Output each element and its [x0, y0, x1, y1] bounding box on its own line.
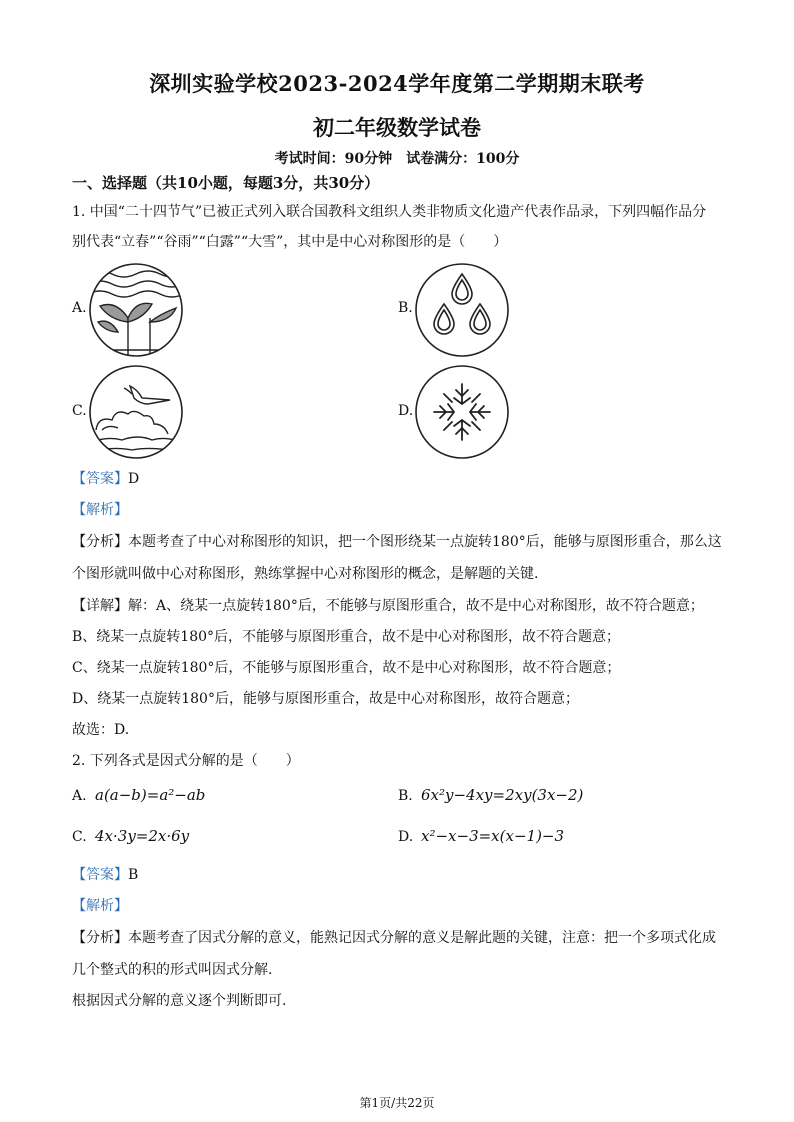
- exam-subtitle: 初二年级数学试卷: [313, 115, 481, 140]
- q2-fenxi-text1: 本题考查了因式分解的意义，能熟记因式分解的意义是解此题的关键，注意：把一个多项式化成: [128, 930, 716, 946]
- q2-answer-value: B: [128, 867, 139, 883]
- q1-fenxi-line1: [72, 527, 727, 557]
- q1-option-b-label: B.: [398, 300, 413, 316]
- q1-fenxi-line2: 个图形就叫做中心对称图形，熟练掌握中心对称图形的概念，是解题的关键.: [72, 566, 539, 582]
- bailu-figure: [88, 364, 184, 460]
- q1-option-c-label: C.: [72, 403, 87, 419]
- q2-option-b-expr: 6x²y−4xy=2xy(3x−2): [421, 786, 584, 804]
- q1-conclusion: 故选：D.: [72, 722, 130, 738]
- q2-stem: 2. 下列各式是因式分解的是（ ）: [72, 753, 300, 769]
- q2-fenxi-line2: 几个整式的积的形式叫因式分解.: [72, 962, 273, 978]
- q2-option-b-label: B.: [398, 788, 413, 804]
- guyu-figure: [414, 262, 510, 358]
- q2-fenxi-tag: 【分析】: [72, 930, 128, 946]
- section-heading: 一、选择题（共10小题，每题3分，共30分）: [72, 174, 380, 192]
- q1-answer: [72, 464, 727, 494]
- q2-option-d-label: D.: [398, 829, 414, 845]
- q1-fenxi-text1: 本题考查了中心对称图形的知识，把一个图形绕某一点旋转180°后，能够与原图形重合，那么这: [128, 534, 722, 550]
- exam-time: 考试时间：90分钟: [274, 151, 393, 167]
- q1-answer-tag: 【答案】: [72, 471, 128, 487]
- q2-option-a-label: A.: [72, 788, 87, 804]
- q2-option-c-expr: 4x·3y=2x·6y: [95, 827, 190, 845]
- q1-option-a-label: A.: [72, 300, 87, 316]
- q1-detail-line3: C、绕某一点旋转180°后，不能够与原图形重合，故不是中心对称图形，故不符合题意；: [72, 660, 621, 676]
- full-score: 试卷满分：100分: [406, 151, 520, 167]
- q1-fenxi-tag: 【分析】: [72, 534, 128, 550]
- q2-fenxi-line1: [72, 923, 727, 953]
- q2-answer-tag: 【答案】: [72, 867, 128, 883]
- q1-option-d-label: D.: [398, 403, 414, 419]
- q2-answer: [72, 860, 727, 890]
- exam-meta: [0, 148, 794, 168]
- exam-title: 深圳实验学校2023-2024学年度第二学期期末联考: [149, 71, 645, 96]
- q2-option-a-expr: a(a−b)=a²−ab: [95, 786, 206, 804]
- q2-option-d-expr: x²−x−3=x(x−1)−3: [421, 827, 565, 845]
- q1-detail-text1: 解：A、绕某一点旋转180°后，不能够与原图形重合，故不是中心对称图形，故不符合题意；: [128, 598, 704, 614]
- q2-option-c-label: C.: [72, 829, 87, 845]
- q1-answer-value: D: [128, 471, 140, 487]
- q1-analysis-tag: 【解析】: [72, 502, 128, 518]
- q2-method: 根据因式分解的意义逐个判断即可.: [72, 993, 287, 1009]
- q1-stem-line2: 别代表“立春”“谷雨”“白露”“大雪”，其中是中心对称图形的是（ ）: [72, 234, 508, 250]
- q1-detail-line4: D、绕某一点旋转180°后，能够与原图形重合，故是中心对称图形，故符合题意；: [72, 691, 579, 707]
- q1-detail-tag: 【详解】: [72, 598, 128, 614]
- daxue-figure: [414, 364, 510, 460]
- q1-stem-line1: 1. 中国“二十四节气”已被正式列入联合国教科文组织人类非物质文化遗产代表作品录，下列四幅作品分: [72, 204, 707, 220]
- q1-detail-line1: [72, 591, 727, 621]
- page-number: 第1页/共22页: [359, 1096, 435, 1110]
- q1-detail-line2: B、绕某一点旋转180°后，不能够与原图形重合，故不是中心对称图形，故不符合题意；: [72, 629, 621, 645]
- q2-analysis-tag: 【解析】: [72, 898, 128, 914]
- lichun-figure: [88, 262, 184, 358]
